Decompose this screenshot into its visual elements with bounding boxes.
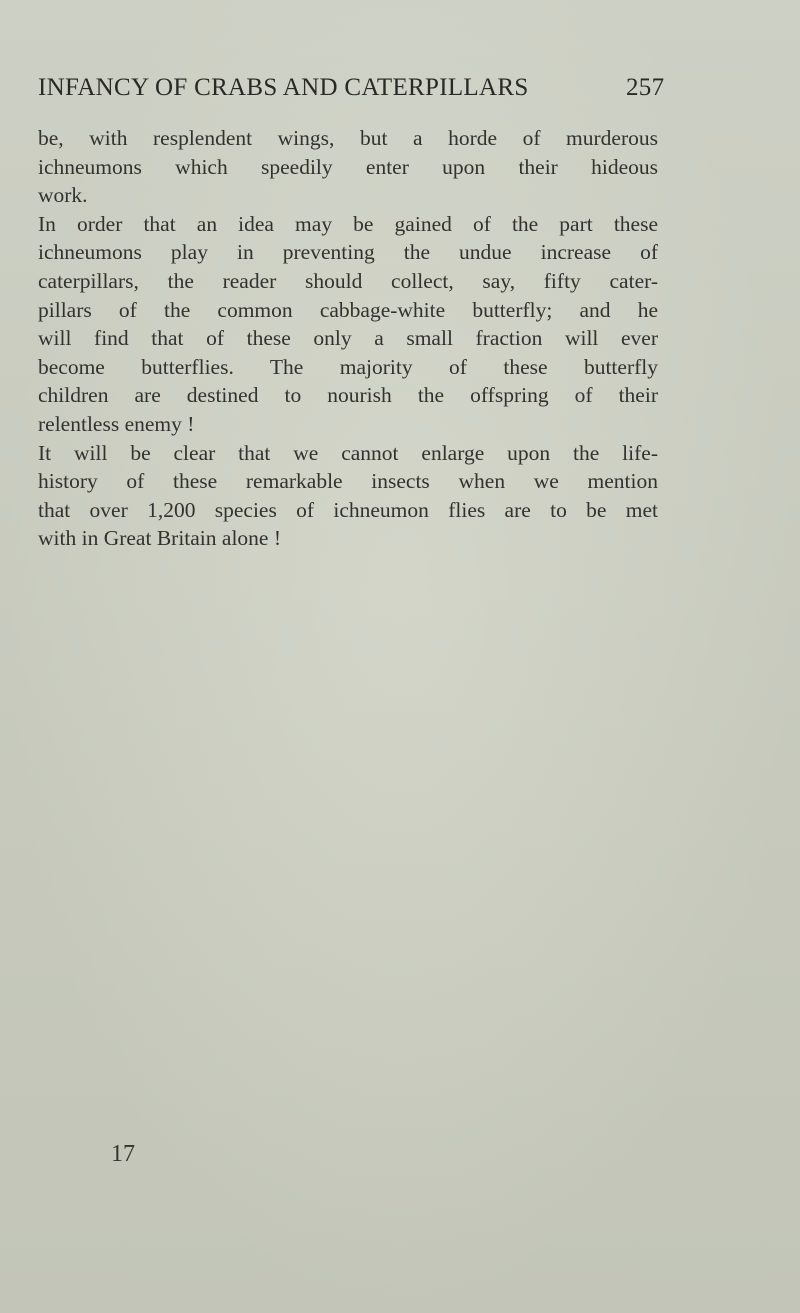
text-line: work. (38, 183, 88, 208)
text-line: will find that of these only a small fraction will ever (38, 326, 658, 351)
chapter-title: INFANCY OF CRABS AND CATERPILLARS (38, 74, 529, 101)
page-number: 257 (626, 74, 665, 101)
text-line: In order that an idea may be gained of the part these (38, 211, 658, 236)
text-line: history of these remarkable insects when we mention (38, 469, 658, 494)
text-line: caterpillars, the reader should collect, say, fifty cater- (38, 268, 658, 293)
text-line: become butterflies. The majority of these butterfly (38, 354, 658, 379)
printer-signature-mark: 17 (111, 1141, 135, 1167)
text-line: be, with resplendent wings, but a horde of murderous (38, 126, 658, 150)
text-line: pillars of the common cabbage-white butterfly; and he (38, 297, 658, 322)
running-header (38, 74, 665, 102)
text-line: that over 1,200 species of ichneumon flies are to be met (38, 497, 658, 522)
text-line: children are destined to nourish the offspring of their (38, 383, 658, 408)
text-line: ichneumons which speedily enter upon their hideous (38, 154, 658, 179)
body-text (38, 124, 658, 553)
text-line: with in Great Britain alone ! (38, 526, 281, 551)
text-line: relentless enemy ! (38, 411, 195, 436)
text-line: ichneumons play in preventing the undue increase of (38, 240, 658, 265)
text-line: It will be clear that we cannot enlarge upon the life- (38, 440, 658, 465)
